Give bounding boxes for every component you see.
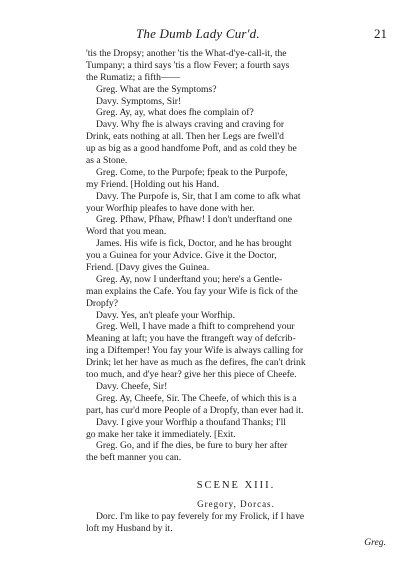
text-line: Greg. What are the Symptoms? [96,83,217,95]
text-line: Davy. The Purpofe is, Sir, that I am come to afk what [96,190,301,202]
text-line: Davy. Cheefe, Sir! [96,380,168,392]
text-line: Davy. I give your Worfhip a thoufand Thanks; I'll [96,416,286,428]
text-line: Tumpany; a third says 'tis a flow Fever; a fourth says [86,59,290,71]
running-title: The Dumb Lady Cur'd. [136,26,260,41]
text-line: Friend. [Davy gives the Guinea. [86,262,210,274]
text-line: my Friend. [Holding out his Hand. [86,178,219,190]
text-line: Drink, eats nothing at all. Then her Legs are fwell'd [86,131,284,143]
text-line: Greg. Come, to the Purpofe; fpeak to the Purpofe, [96,166,288,178]
text-line: up as big as a good handfome Poft, and as cold they be [86,143,297,155]
text-line: Davy. Yes, an't pleafe your Worfhip. [96,309,235,321]
text-line: too much, and d'ye hear? give her this piece of Cheefe. [86,369,297,381]
text-line: ing a Diftemper! You fay your Wife is always calling for [86,345,304,357]
text-line: Davy. Why fhe is always craving and craving for [96,119,285,131]
text-line: James. His wife is fick, Doctor, and he has brought [96,238,292,250]
text-line: the Rumatiz; a fifth—— [86,71,181,83]
text-line: Drink; let her have as much as fhe defires, fhe can't drink [86,357,306,369]
text-line: Greg. Pfhaw, Pfhaw, Pfhaw! I don't underftand one [96,214,293,226]
dialogue-lines [86,48,386,464]
text-line: Greg. Ay, ay, what does fhe complain of? [96,107,254,119]
catchword: Greg. [364,536,386,548]
page-number: 21 [374,26,387,41]
text-line: you a Guinea for your Advice. Give it the Doctor, [86,250,277,262]
page-header [86,26,387,44]
scene-title: SCENE XIII. [196,480,276,492]
text-line: go make her take it immediately. [Exit. [86,428,236,440]
text-line: Davy. Symptoms, Sir! [96,95,182,107]
text-line: your Worfhip pleafes to have done with her. [86,202,255,214]
text-line: loft my Husband by it. [86,523,173,535]
text-line: Greg. Ay, now I underftand you; here's a Gentle- [96,273,283,285]
text-line: as a Stone. [86,155,128,167]
text-line: Word that you mean. [86,226,167,238]
text-line: man explains the Cafe. You fay your Wife is fick of the [86,285,298,297]
text-line: Greg. Ay, Cheefe, Sir. The Cheefe, of which this is a [96,392,297,404]
scene-cast: Gregory, Dorcas. [197,499,275,510]
text-line: Dropfy? [86,297,118,309]
text-line: Greg. Well, I have made a fhift to comprehend your [96,321,295,333]
body-text [86,48,386,549]
closing-lines [86,511,386,535]
text-line: the beft manner you can. [86,452,182,464]
text-line: part, has cur'd more People of a Dropfy, than ever had it. [86,404,304,416]
text-line: Dorc. I'm like to pay feverely for my Frolick, if I have [96,511,305,523]
text-line: Meaning at laft; you have the ftrangeft way of defcrib- [86,333,296,345]
text-line: 'tis the Dropsy; another 'tis the What-d'ye-call-it, the [86,48,287,59]
text-line: Greg. Go, and if fhe dies, be fure to bury her after [96,440,288,452]
